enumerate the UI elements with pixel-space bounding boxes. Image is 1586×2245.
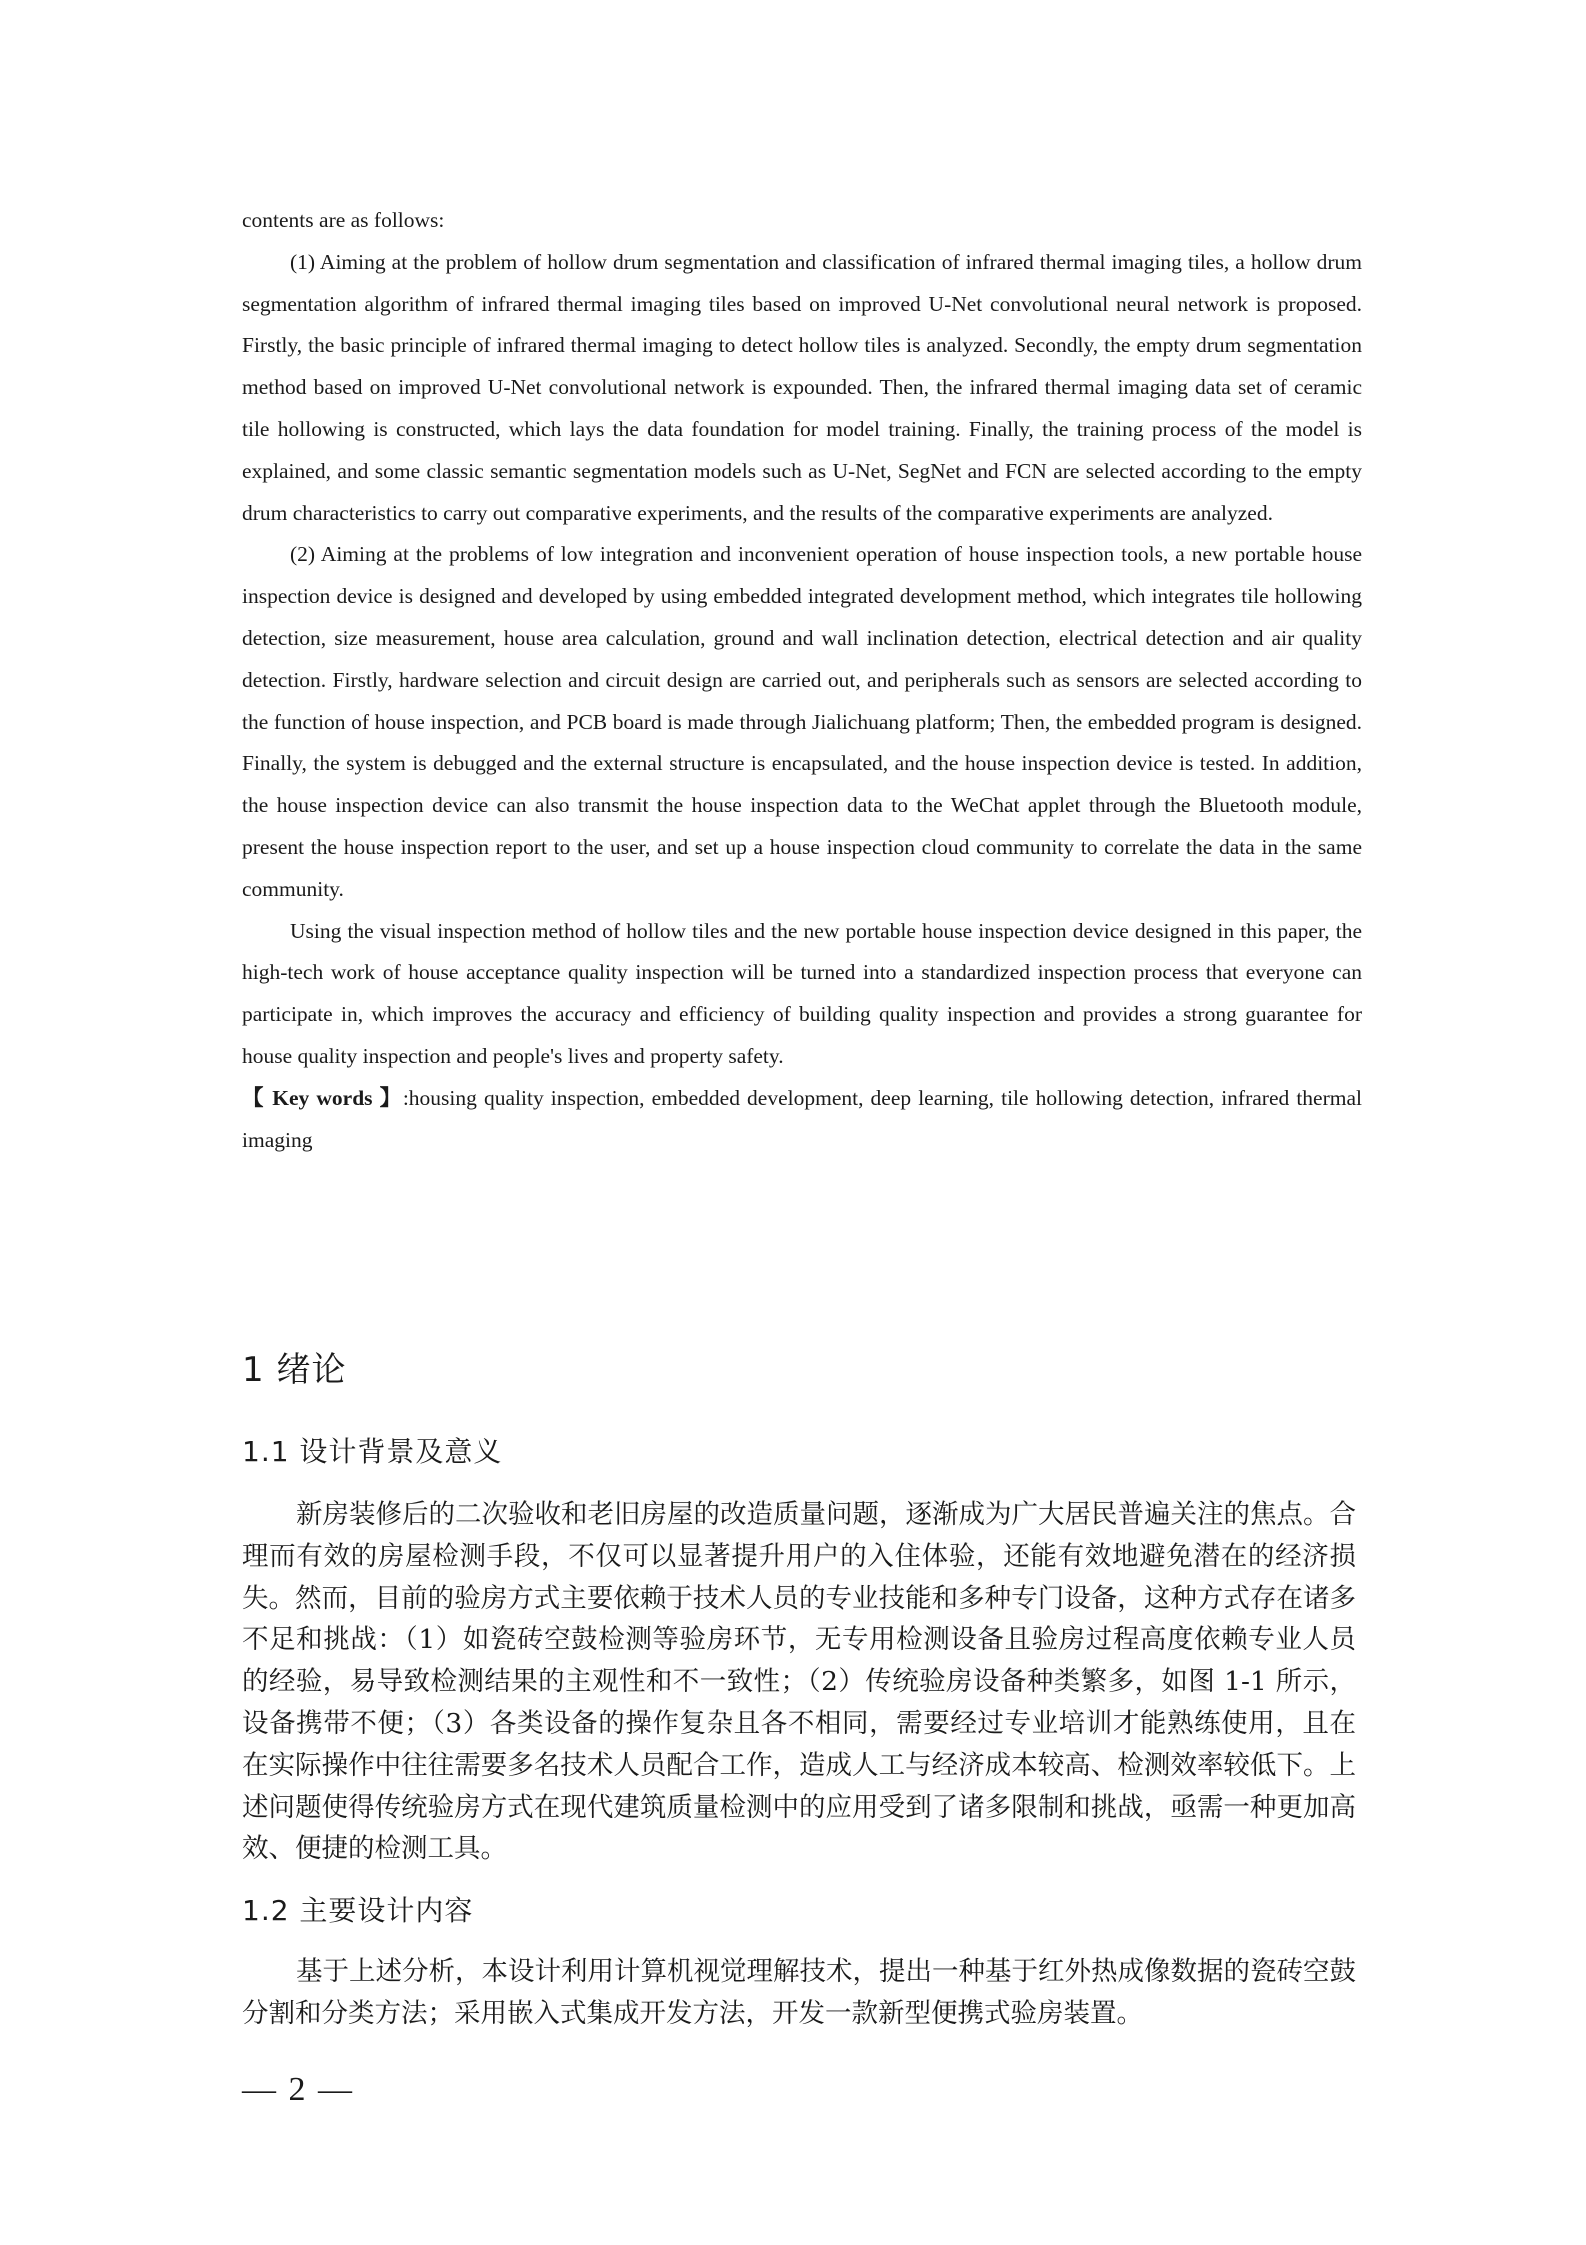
section-1-2-title: 1.2 主要设计内容 bbox=[242, 1894, 474, 1927]
keywords-text: :housing quality inspection, embedded development, deep learning, tile hollowing detection, infrared thermal imaging bbox=[242, 1085, 1362, 1152]
abstract-paragraph-2: (2) Aiming at the problems of low integration and inconvenient operation of house inspection tools, a new portable house inspection device is designed and developed by using embedded integrated development method, which integrates tile hollowing detection, size measurement, house area calculation, ground and wall inclination detection, electrical detection and air quality detection. Firstly, hardware selection and circuit design are carried out, and peripherals such as sensors are selected according to the function of house inspection, and PCB board is made through Jialichuang platform; Then, the embedded program is designed. Finally, the system is debugged and the external structure is encapsulated, and the house inspection device is tested. In addition, the house inspection device can also transmit the house inspection data to the WeChat applet through the Bluetooth module, present the house inspection report to the user, and set up a house inspection cloud community to correlate the data in the same community. bbox=[242, 542, 1362, 901]
chapter-title: 1 绪论 bbox=[242, 1350, 347, 1390]
abstract-intro: contents are as follows: bbox=[242, 208, 445, 232]
page-number: — 2 — bbox=[242, 2071, 354, 2108]
abstract-paragraph-3: Using the visual inspection method of hollow tiles and the new portable house inspection device designed in this paper, the high-tech work of house acceptance quality inspection will be turned into a standardized inspection process that everyone can participate in, which improves the accuracy and efficiency of building quality inspection and provides a strong guarantee for house quality inspection and people's lives and property safety. bbox=[242, 918, 1362, 1068]
keywords-line bbox=[242, 1078, 1362, 1162]
section-1-1-body: 新房装修后的二次验收和老旧房屋的改造质量问题，逐渐成为广大居民普遍关注的焦点。合理而有效的房屋检测手段，不仅可以显著提升用户的入住体验，还能有效地避免潜在的经济损失。然而，目前的验房方式主要依赖于技术人员的专业技能和多种专门设备，这种方式存在诸多不足和挑战：（1）如瓷砖空鼓检测等验房环节，无专用检测设备且验房过程高度依赖专业人员的经验，易导致检测结果的主观性和不一致性；（2）传统验房设备种类繁多，如图 1-1 所示，设备携带不便；（3）各类设备的操作复杂且各不相同，需要经过专业培训才能熟练使用，且在在实际操作中往往需要多名技术人员配合工作，造成人工与经济成本较高、检测效率较低下。上述问题使得传统验房方式在现代建筑质量检测中的应用受到了诸多限制和挑战，亟需一种更加高效、便捷的检测工具。 bbox=[242, 1499, 1356, 1865]
section-1-2-body: 基于上述分析，本设计利用计算机视觉理解技术，提出一种基于红外热成像数据的瓷砖空鼓分割和分类方法；采用嵌入式集成开发方法，开发一款新型便携式验房装置。 bbox=[242, 1956, 1356, 2029]
abstract-paragraph-1: (1) Aiming at the problem of hollow drum segmentation and classification of infrared thermal imaging tiles, a hollow drum segmentation algorithm of infrared thermal imaging tiles based on improved U-Net convolutional neural network is proposed. Firstly, the basic principle of infrared thermal imaging to detect hollow tiles is analyzed. Secondly, the empty drum segmentation method based on improved U-Net convolutional network is expounded. Then, the infrared thermal imaging data set of ceramic tile hollowing is constructed, which lays the data foundation for model training. Finally, the training process of the model is explained, and some classic semantic segmentation models such as U-Net, SegNet and FCN are selected according to the empty drum characteristics to carry out comparative experiments, and the results of the comparative experiments are analyzed. bbox=[242, 249, 1362, 525]
keywords-label: 【 Key words 】 bbox=[242, 1085, 403, 1110]
english-abstract bbox=[242, 200, 1362, 1161]
section-1-1-title: 1.1 设计背景及意义 bbox=[242, 1435, 503, 1468]
